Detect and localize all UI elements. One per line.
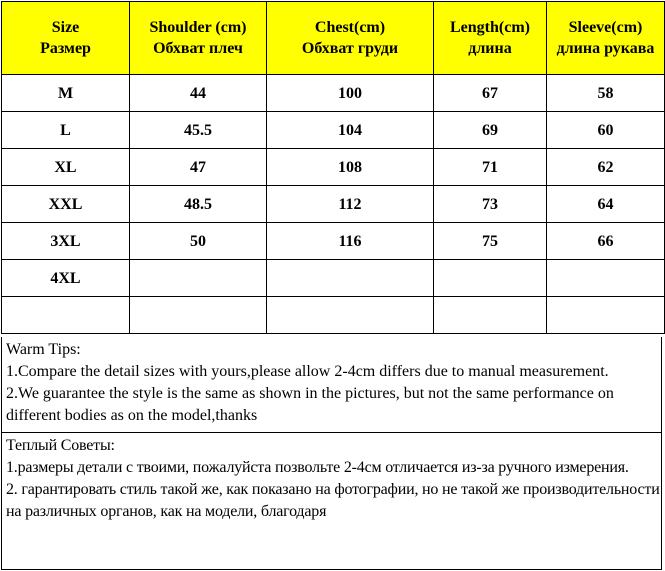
- cell-size: XXL: [2, 186, 130, 223]
- cell-length: 67: [434, 75, 547, 112]
- table-row: [2, 149, 665, 186]
- tips-line-2: 2. гарантировать стиль такой же, как показано на фотографии, но не такой же производительности на различных органов, как на модели, благодаря: [6, 481, 660, 520]
- cell-chest: [267, 260, 434, 297]
- cell-length: 71: [434, 149, 547, 186]
- header-row: [2, 2, 665, 75]
- warm-tips-english: [1, 337, 662, 433]
- tips-line-2: 2.We guarantee the style is the same as shown in the pictures, but not the same performance on different bodies as on the model,thanks: [6, 385, 614, 424]
- cell-chest: 108: [267, 149, 434, 186]
- tips-line-1: 1.Compare the detail sizes with yours,please allow 2-4cm differs due to manual measurement.: [6, 363, 609, 380]
- cell-sleeve: 64: [547, 186, 665, 223]
- table-row: [2, 186, 665, 223]
- size-chart-table: [1, 1, 665, 334]
- cell-length: 69: [434, 112, 547, 149]
- cell-shoulder: 44: [130, 75, 267, 112]
- cell-size: 3XL: [2, 223, 130, 260]
- cell-length: 75: [434, 223, 547, 260]
- cell-size: 4XL: [2, 260, 130, 297]
- cell-chest: 112: [267, 186, 434, 223]
- cell-shoulder: [130, 260, 267, 297]
- cell-shoulder: 50: [130, 223, 267, 260]
- cell-size: L: [2, 112, 130, 149]
- cell-sleeve: 62: [547, 149, 665, 186]
- cell-size: [2, 297, 130, 334]
- cell-chest: [267, 297, 434, 334]
- cell-shoulder: 47: [130, 149, 267, 186]
- cell-sleeve: [547, 260, 665, 297]
- table-row: [2, 260, 665, 297]
- cell-size: M: [2, 75, 130, 112]
- cell-length: 73: [434, 186, 547, 223]
- header-size: Size Размер: [2, 2, 130, 75]
- tips-title: Warm Tips:: [6, 341, 81, 358]
- table-row: [2, 297, 665, 334]
- cell-length: [434, 260, 547, 297]
- cell-chest: 104: [267, 112, 434, 149]
- table-row: [2, 75, 665, 112]
- cell-size: XL: [2, 149, 130, 186]
- cell-shoulder: [130, 297, 267, 334]
- table-row: [2, 112, 665, 149]
- cell-chest: 100: [267, 75, 434, 112]
- cell-sleeve: 58: [547, 75, 665, 112]
- warm-tips-russian: [1, 433, 662, 570]
- header-sleeve: Sleeve(cm) длина рукава: [547, 2, 665, 75]
- tips-line-1: 1.размеры детали с твоими, пожалуйста позвольте 2-4см отличается из-за ручного измерения.: [6, 459, 629, 476]
- cell-shoulder: 45.5: [130, 112, 267, 149]
- cell-sleeve: [547, 297, 665, 334]
- header-chest: Chest(cm) Обхват груди: [267, 2, 434, 75]
- cell-length: [434, 297, 547, 334]
- table-row: [2, 223, 665, 260]
- cell-chest: 116: [267, 223, 434, 260]
- cell-sleeve: 66: [547, 223, 665, 260]
- cell-sleeve: 60: [547, 112, 665, 149]
- header-length: Length(cm) длина: [434, 2, 547, 75]
- header-shoulder: Shoulder (cm) Обхват плеч: [130, 2, 267, 75]
- tips-title: Теплый Советы:: [6, 437, 115, 454]
- cell-shoulder: 48.5: [130, 186, 267, 223]
